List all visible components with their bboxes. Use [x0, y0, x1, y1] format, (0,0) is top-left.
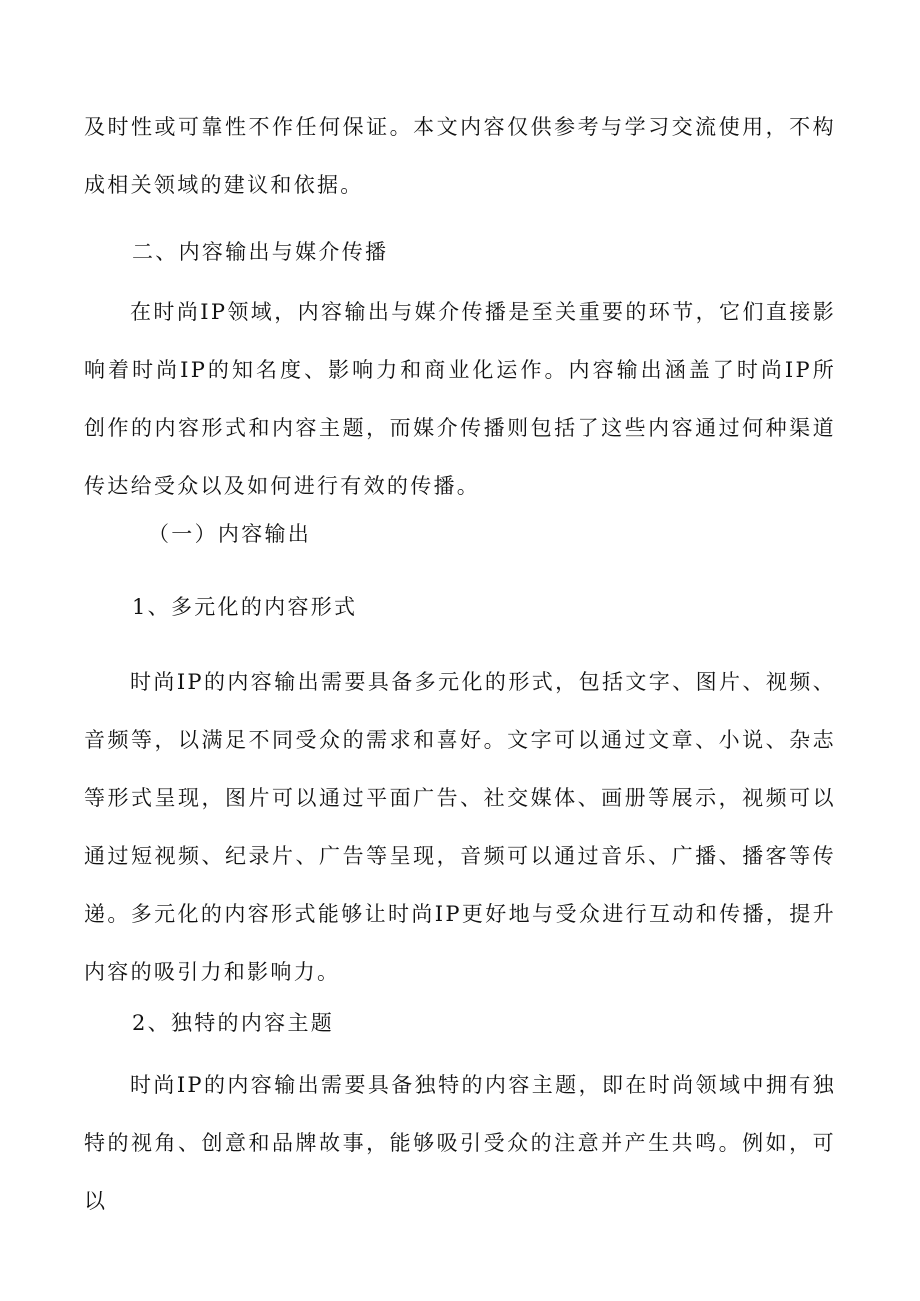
- item-1-paragraph: 时尚IP的内容输出需要具备多元化的形式，包括文字、图片、视频、音频等，以满足不同受众的需求和喜好。文字可以通过文章、小说、杂志等形式呈现，图片可以通过平面广告、社交媒体、画册等展示，视频可以通过短视频、纪录片、广告等呈现，音频可以通过音乐、广播、播客等传递。多元化的内容形式能够让时尚IP更好地与受众进行互动和传播，提升内容的吸引力和影响力。: [84, 670, 836, 984]
- item-2-title: 2、独特的内容主题: [132, 1011, 335, 1035]
- section-title: 二、内容输出与媒介传播: [132, 240, 389, 264]
- continuation-paragraph: 及时性或可靠性不作任何保证。本文内容仅供参考与学习交流使用，不构成相关领域的建议和依据。: [84, 115, 836, 197]
- item-2-paragraph: 时尚IP的内容输出需要具备独特的内容主题，即在时尚领域中拥有独特的视角、创意和品牌故事，能够吸引受众的注意并产生共鸣。例如，可以: [84, 1073, 836, 1213]
- item-1-title: 1、多元化的内容形式: [132, 595, 358, 619]
- subsection-title: （一）内容输出: [148, 522, 312, 546]
- intro-paragraph: 在时尚IP领域，内容输出与媒介传播是至关重要的环节，它们直接影响着时尚IP的知名度、影响力和商业化运作。内容输出涵盖了时尚IP所创作的内容形式和内容主题，而媒介传播则包括了这些内容通过何种渠道传达给受众以及如何进行有效的传播。: [84, 300, 836, 498]
